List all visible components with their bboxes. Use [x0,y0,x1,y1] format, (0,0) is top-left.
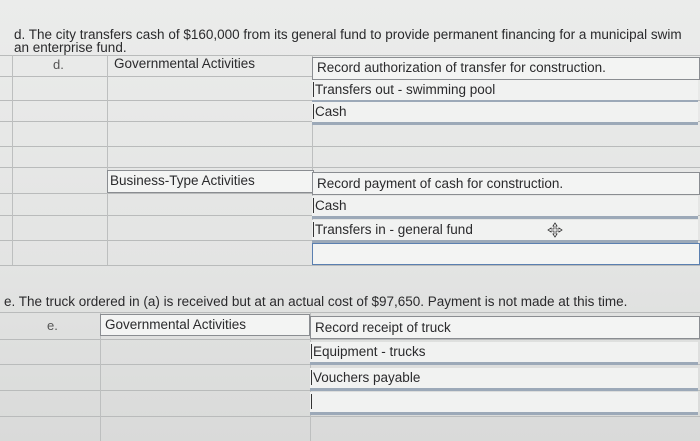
text-caret [311,344,312,359]
journal-entry-input[interactable] [310,368,698,391]
journal-entry-text: Transfers out - swimming pool [315,82,496,97]
journal-entry-input[interactable] [312,102,698,125]
journal-entry-text: Equipment - trucks [313,344,426,359]
journal-entry-input[interactable] [312,196,698,219]
journal-entry-text: Vouchers payable [313,370,421,385]
question-d-text: d. The city transfers cash of $160,000 from its general fund to provide permanent financing for a municipal swim [14,27,682,42]
text-caret [313,82,314,97]
gov-desc-cell [312,57,700,80]
journal-entry-input-empty[interactable] [312,243,700,265]
question-e-text: e. The truck ordered in (a) is received but at an actual cost of $97,650. Payment is not made at this time. [4,294,628,309]
row-marker-d: d. [53,57,64,72]
col-divider [12,55,13,265]
gov-desc-cell-e [310,316,700,339]
journal-entry-text: Transfers in - general fund [315,222,473,237]
journal-entry-text: Cash [315,104,347,119]
journal-entry-input[interactable] [310,392,698,415]
text-caret [313,104,314,119]
row-divider [0,167,700,168]
row-divider [0,312,700,313]
row-divider [0,416,700,417]
row-divider [0,339,700,340]
bta-label-cell [107,170,314,193]
journal-entry-input[interactable] [312,80,698,103]
text-caret [313,198,314,213]
business-type-activities-label: Business-Type Activities [110,173,255,188]
gov-activities-label: Governmental Activities [114,56,256,71]
bta-desc-cell [312,172,700,195]
gov-activities-label-e: Governmental Activities [105,317,247,332]
col-divider [107,55,108,265]
bta-desc-text: Record payment of cash for construction. [317,176,564,191]
journal-entry-input[interactable] [310,342,698,365]
text-caret [311,394,312,409]
row-marker-e: e. [47,318,58,333]
journal-entry-text: Cash [315,198,347,213]
text-caret [311,370,312,385]
gov-label-cell-e [100,314,310,336]
gov-desc-text-e: Record receipt of truck [315,320,451,335]
row-divider [0,146,700,147]
journal-entry-input[interactable] [312,220,698,243]
gov-desc-text: Record authorization of transfer for construction. [317,60,606,75]
row-divider [0,55,700,56]
row-divider [0,265,700,266]
text-caret [313,222,314,237]
move-cursor-icon [547,222,563,238]
question-d-text-cont: an enterprise fund. [14,40,127,55]
